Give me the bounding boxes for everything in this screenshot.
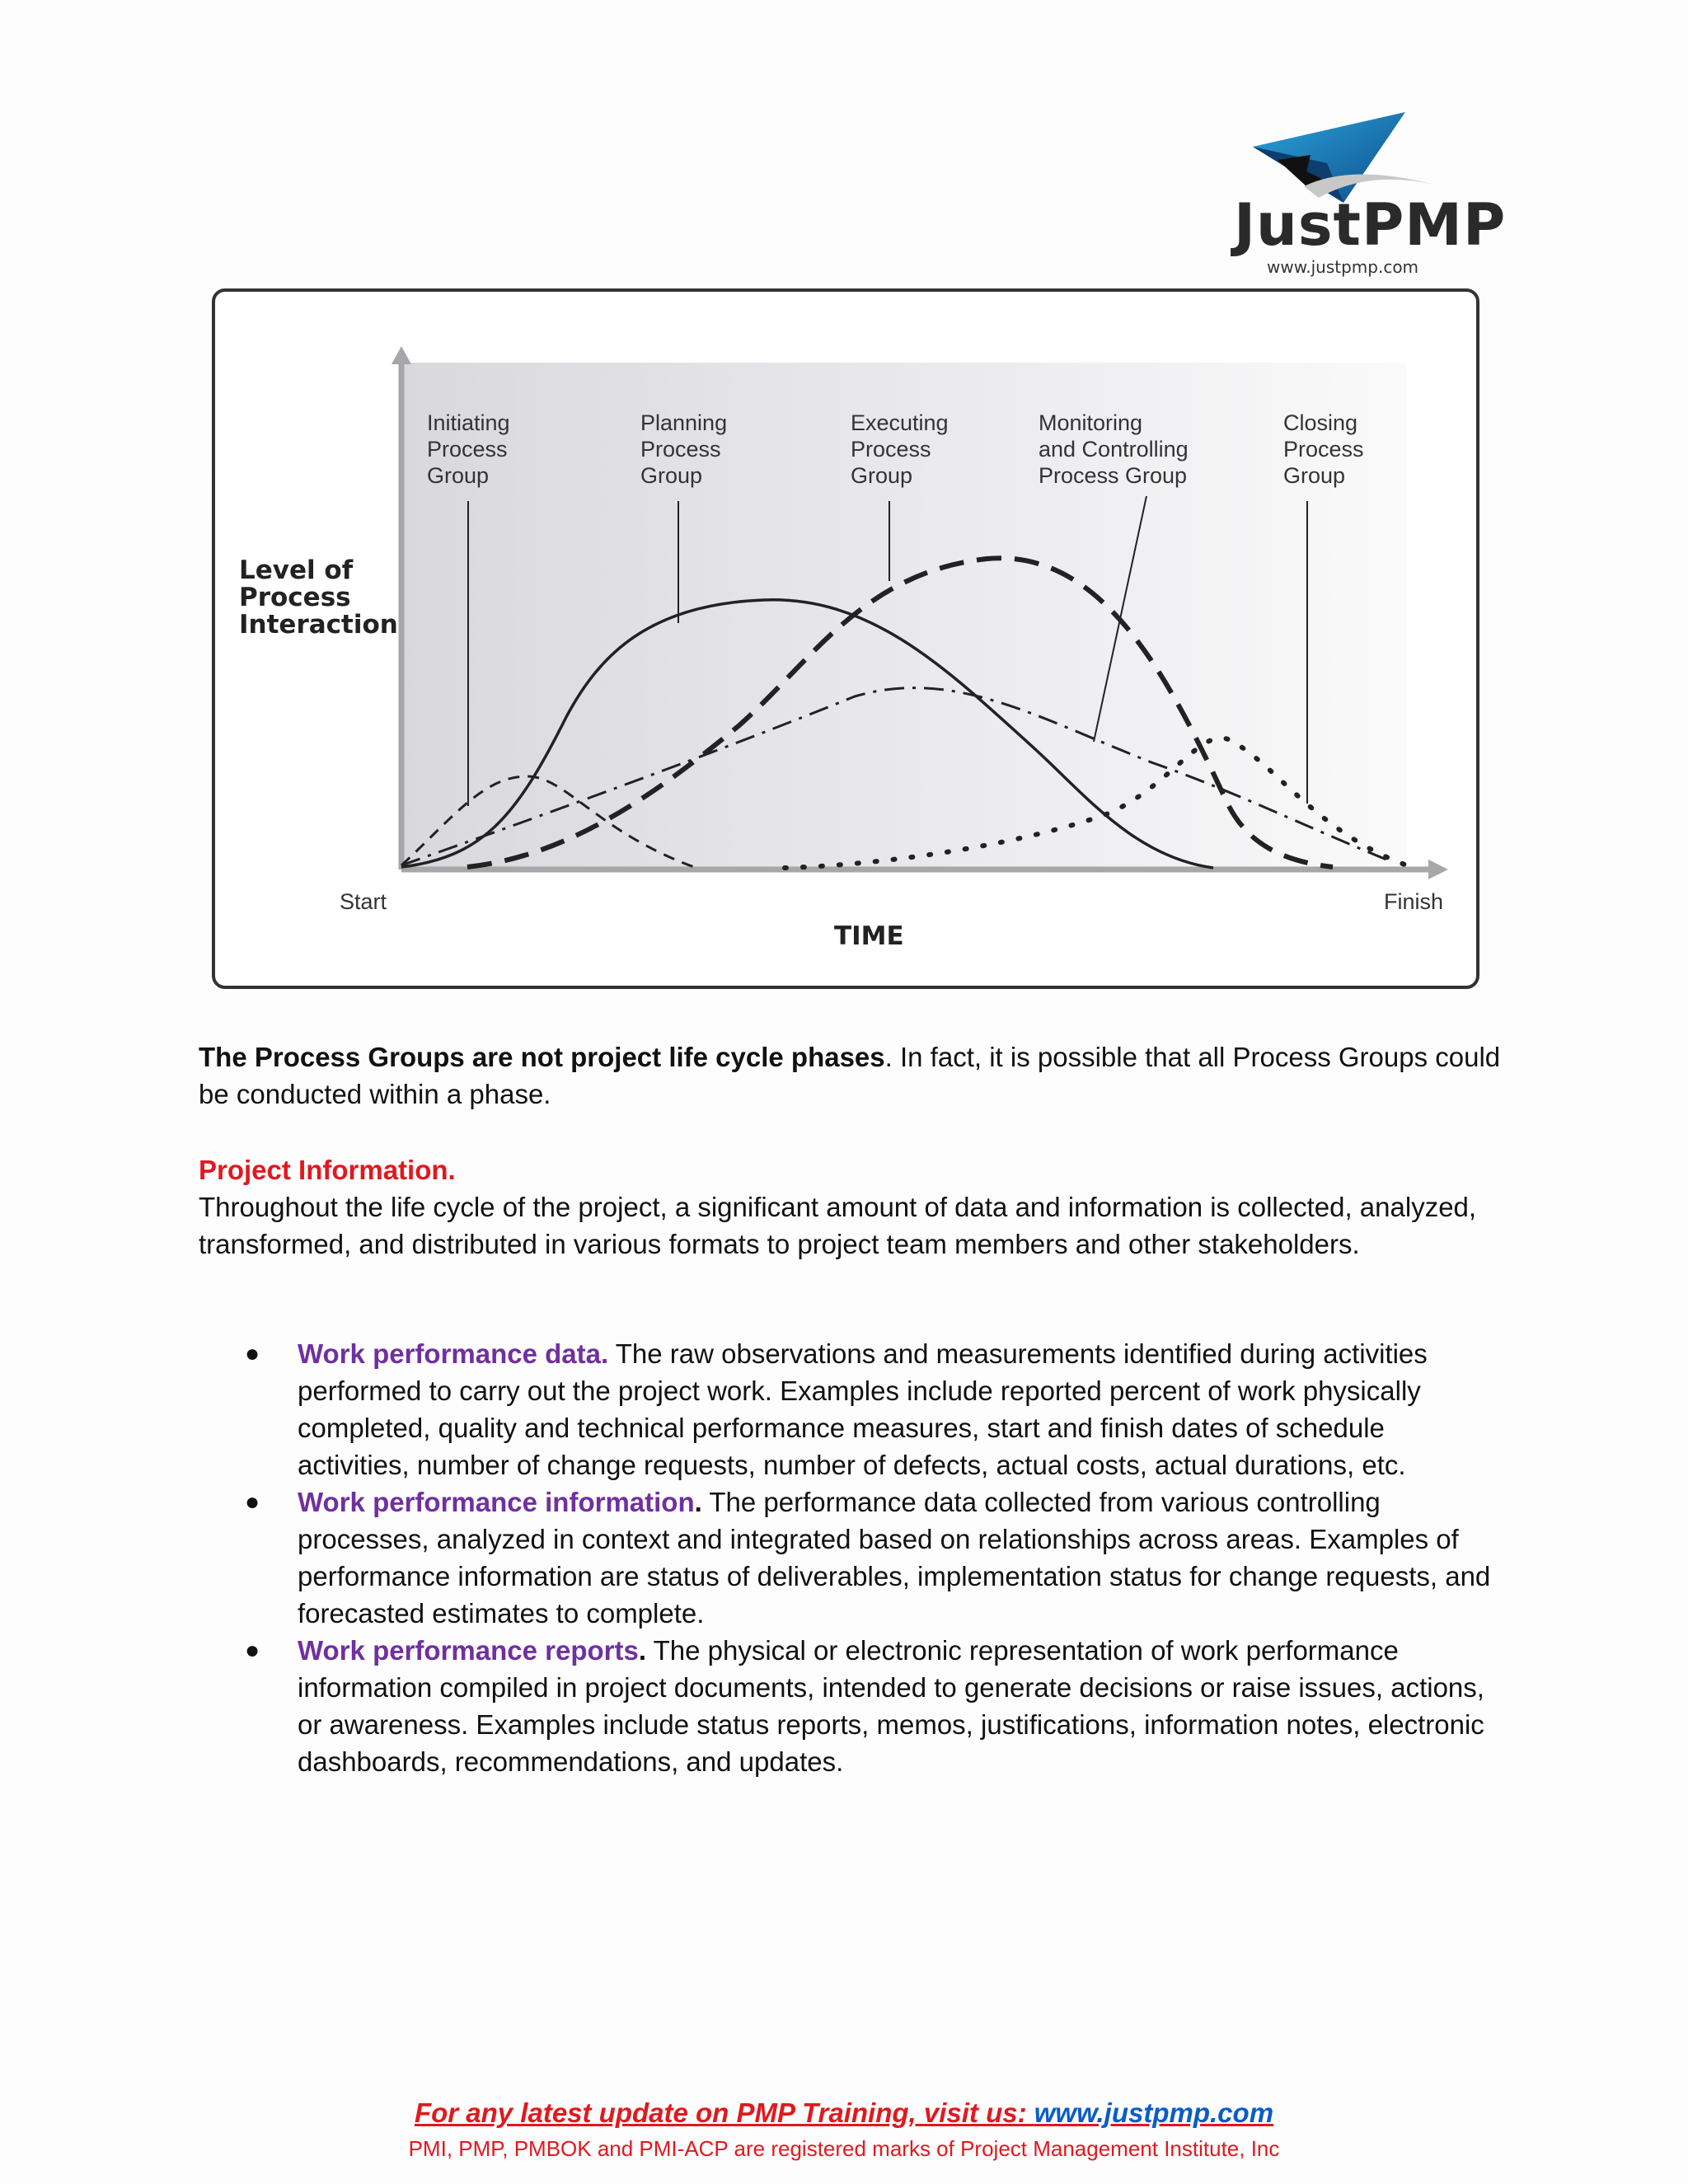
- intro-rest: . In fact, it is possible that all Process Groups could be conducted within a phase.: [199, 1042, 1501, 1109]
- list-item-punct: .: [694, 1487, 702, 1517]
- footer-link[interactable]: www.justpmp.com: [1034, 2097, 1274, 2128]
- list-item: [199, 1483, 1501, 1632]
- footer-trademark: PMI, PMP, PMBOK and PMI-ACP are registered marks of Project Management Institute, Inc: [408, 2136, 1280, 2161]
- bullet-icon: ●: [245, 1340, 260, 1367]
- group-label-closing: Closing Process Group: [1283, 410, 1364, 488]
- intro-bold: The Process Groups are not project life cycle phases: [199, 1042, 885, 1072]
- footer-prefix: For any latest update on PMP Training, visit us:: [414, 2097, 1034, 2128]
- list-item-text: The physical or electronic representation of work performance information compiled in project documents, intended to generate decisions or raise issues, actions, or awareness. Examples include status reports, memos, justifications, information notes, electronic dashboards, recommendations, and updates.: [298, 1635, 1484, 1777]
- section-paragraph: Throughout the life cycle of the project, a significant amount of data and information is collected, analyzed, transformed, and distributed in various formats to project team members and other stakeholders.: [199, 1192, 1477, 1259]
- logo-name: JustPMP: [1234, 191, 1507, 259]
- logo-url: www.justpmp.com: [1267, 257, 1419, 277]
- list-item-text: The raw observations and measurements identified during activities performed to carry out the project work. Examples include reported percent of work physically completed, quality and technical performance measures, start and finish dates of schedule activities, number of change requests, number of defects, actual costs, actual durations, etc.: [298, 1338, 1428, 1480]
- x-axis-label: TIME: [834, 921, 904, 951]
- finish-label: Finish: [1384, 889, 1444, 914]
- intro-paragraph: [199, 1038, 1517, 1113]
- y-axis-label: Level of Process Interaction: [239, 555, 398, 640]
- bullet-icon: ●: [245, 1488, 260, 1516]
- list-item-punct: .: [638, 1635, 647, 1666]
- process-group-diagram: [212, 288, 1479, 989]
- group-label-executing: Executing Process Group: [851, 410, 949, 488]
- project-information-section: [199, 1151, 1517, 1263]
- list-item: [199, 1632, 1501, 1780]
- list-item-term: Work performance data.: [298, 1338, 609, 1369]
- start-label: Start: [340, 889, 387, 914]
- section-heading: Project Information.: [199, 1155, 456, 1185]
- list-item: [199, 1335, 1501, 1483]
- list-item-term: Work performance information: [298, 1487, 695, 1517]
- list-item-text: The performance data collected from various controlling processes, analyzed in context and integrated based on relationships across areas. Examples of performance information are status of deliverables, implementation status for change requests, and forecasted estimates to complete.: [298, 1487, 1491, 1629]
- bullet-icon: ●: [245, 1637, 260, 1664]
- list-item-term: Work performance reports: [298, 1635, 639, 1666]
- footer-promo: [0, 2097, 1688, 2129]
- group-label-planning: Planning Process Group: [640, 410, 728, 488]
- group-label-initiating: Initiating Process Group: [427, 410, 510, 488]
- group-label-monitoring: Monitoring and Controlling Process Group: [1039, 410, 1189, 488]
- work-performance-list: [199, 1335, 1501, 1780]
